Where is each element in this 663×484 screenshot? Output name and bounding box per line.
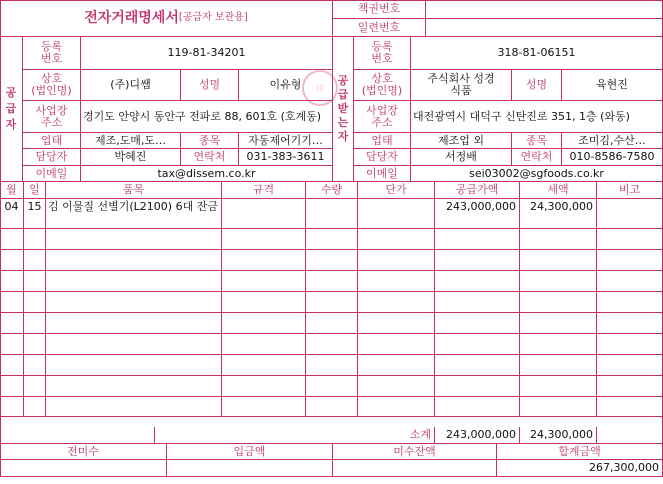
item-cell-note bbox=[597, 271, 663, 292]
supplier-side-char: 공 bbox=[5, 86, 17, 99]
item-cell-unit-price bbox=[358, 376, 435, 397]
item-cell-qty bbox=[306, 313, 358, 334]
item-cell-qty bbox=[306, 334, 358, 355]
item-cell-tax bbox=[520, 376, 597, 397]
total-label: 합계금액 bbox=[497, 444, 663, 460]
supplier-phone: 031-383-3611 bbox=[239, 149, 333, 166]
item-cell-supply bbox=[435, 271, 520, 292]
receiver-side-char: 급 bbox=[337, 88, 349, 101]
item-cell-spec bbox=[222, 313, 306, 334]
item-cell-supply bbox=[435, 334, 520, 355]
item-cell-month bbox=[0, 334, 24, 355]
col-spec-header: 규격 bbox=[222, 182, 306, 199]
item-cell-qty bbox=[306, 376, 358, 397]
item-cell-note bbox=[597, 334, 663, 355]
receiver-email-label: 이메일 bbox=[354, 166, 411, 182]
subtotal-note bbox=[597, 427, 663, 444]
supplier-addr-label: 사업장 주소 bbox=[23, 101, 81, 133]
title-text: 전자거래명세서 bbox=[84, 10, 179, 26]
item-cell-day: 15 bbox=[24, 199, 46, 229]
supplier-biz-item-label: 종목 bbox=[181, 133, 239, 149]
supplier-email-label: 이메일 bbox=[23, 166, 81, 182]
item-cell-day bbox=[24, 376, 46, 397]
book-no-label: 책권번호 bbox=[333, 0, 426, 19]
item-cell-item bbox=[46, 250, 222, 271]
item-cell-item bbox=[46, 271, 222, 292]
supplier-contact-label: 담당자 bbox=[23, 149, 81, 166]
col-qty-header: 수량 bbox=[306, 182, 358, 199]
item-cell-month bbox=[0, 397, 24, 417]
receiver-contact: 서정배 bbox=[411, 149, 512, 166]
item-cell-tax bbox=[520, 250, 597, 271]
prev-balance-value bbox=[0, 460, 167, 477]
item-cell-tax bbox=[520, 397, 597, 417]
item-cell-item bbox=[46, 334, 222, 355]
book-no-value bbox=[426, 0, 663, 19]
item-cell-item bbox=[46, 292, 222, 313]
receiver-phone: 010-8586-7580 bbox=[562, 149, 663, 166]
item-cell-month bbox=[0, 313, 24, 334]
item-cell-supply bbox=[435, 229, 520, 250]
item-cell-qty bbox=[306, 397, 358, 417]
item-cell-tax bbox=[520, 292, 597, 313]
item-cell-spec bbox=[222, 250, 306, 271]
subtotal-supply: 243,000,000 bbox=[435, 427, 520, 444]
item-cell-note bbox=[597, 229, 663, 250]
prev-balance-label: 전미수 bbox=[0, 444, 167, 460]
unpaid-value bbox=[333, 460, 497, 477]
item-cell-item bbox=[46, 355, 222, 376]
item-cell-note bbox=[597, 376, 663, 397]
col-item-header: 품목 bbox=[46, 182, 222, 199]
item-cell-qty bbox=[306, 250, 358, 271]
supplier-side-char: 급 bbox=[5, 102, 17, 115]
supplier-contact: 박혜진 bbox=[81, 149, 181, 166]
item-cell-day bbox=[24, 229, 46, 250]
receiver-phone-label: 연락처 bbox=[512, 149, 562, 166]
col-day-header: 일 bbox=[24, 182, 46, 199]
supplier-biz-item: 자동제어기기… bbox=[239, 133, 333, 149]
item-cell-note bbox=[597, 292, 663, 313]
seal-stamp: 印 bbox=[302, 70, 338, 106]
item-cell-day bbox=[24, 292, 46, 313]
item-cell-month bbox=[0, 292, 24, 313]
item-cell-unit-price bbox=[358, 334, 435, 355]
item-cell-day bbox=[24, 397, 46, 417]
item-cell-spec bbox=[222, 376, 306, 397]
receiver-side-char: 받 bbox=[337, 102, 349, 115]
receiver-biz-item-label: 종목 bbox=[512, 133, 562, 149]
receiver-rep-label: 성명 bbox=[512, 70, 562, 101]
item-cell-unit-price bbox=[358, 229, 435, 250]
item-cell-day bbox=[24, 271, 46, 292]
supplier-reg-no-label: 등록 번호 bbox=[23, 37, 81, 70]
receiver-biz-type-label: 업태 bbox=[354, 133, 411, 149]
item-cell-spec bbox=[222, 397, 306, 417]
receiver-reg-no: 318-81-06151 bbox=[411, 37, 663, 70]
item-cell-tax bbox=[520, 334, 597, 355]
col-supply-header: 공급가액 bbox=[435, 182, 520, 199]
item-cell-spec bbox=[222, 271, 306, 292]
item-cell-note bbox=[597, 355, 663, 376]
receiver-side-char: 공 bbox=[337, 74, 349, 87]
item-cell-item bbox=[46, 229, 222, 250]
item-cell-spec bbox=[222, 355, 306, 376]
item-cell-spec bbox=[222, 199, 306, 229]
item-cell-unit-price bbox=[358, 313, 435, 334]
item-cell-qty bbox=[306, 271, 358, 292]
subtotal-blank-left bbox=[0, 427, 155, 444]
item-cell-note bbox=[597, 397, 663, 417]
item-cell-tax bbox=[520, 271, 597, 292]
receiver-reg-no-label: 등록 번호 bbox=[354, 37, 411, 70]
receiver-name-label: 상호 (법인명) bbox=[354, 70, 411, 101]
item-cell-item bbox=[46, 397, 222, 417]
item-cell-month bbox=[0, 355, 24, 376]
item-cell-qty bbox=[306, 229, 358, 250]
item-cell-tax bbox=[520, 355, 597, 376]
item-cell-item bbox=[46, 313, 222, 334]
receiver-biz-item: 조미김,수산… bbox=[562, 133, 663, 149]
receiver-biz-type: 제조업 외 bbox=[411, 133, 512, 149]
item-cell-item: 김 이물질 선별기(L2100) 6대 잔금 bbox=[46, 199, 222, 229]
receiver-email: sei03002@sgfoods.co.kr bbox=[411, 166, 663, 182]
receiver-side-char: 는 bbox=[337, 116, 349, 129]
document-title bbox=[0, 0, 333, 37]
item-cell-note bbox=[597, 313, 663, 334]
supplier-name-label: 상호 (법인명) bbox=[23, 70, 81, 101]
item-cell-supply bbox=[435, 355, 520, 376]
col-tax-header: 세액 bbox=[520, 182, 597, 199]
item-cell-supply: 243,000,000 bbox=[435, 199, 520, 229]
item-cell-spec bbox=[222, 229, 306, 250]
col-month-header: 월 bbox=[0, 182, 24, 199]
item-cell-month bbox=[0, 250, 24, 271]
item-cell-supply bbox=[435, 397, 520, 417]
item-cell-spec bbox=[222, 334, 306, 355]
receiver-side-char: 자 bbox=[337, 130, 349, 143]
supplier-email: tax@dissem.co.kr bbox=[81, 166, 333, 182]
col-unit-price-header: 단가 bbox=[358, 182, 435, 199]
supplier-rep-label: 성명 bbox=[181, 70, 239, 101]
item-cell-tax bbox=[520, 229, 597, 250]
supplier-side-char: 자 bbox=[5, 118, 17, 131]
col-note-header: 비고 bbox=[597, 182, 663, 199]
supplier-biz-type-label: 업태 bbox=[23, 133, 81, 149]
item-cell-unit-price bbox=[358, 271, 435, 292]
item-cell-supply bbox=[435, 250, 520, 271]
item-cell-unit-price bbox=[358, 199, 435, 229]
supplier-addr: 경기도 안양시 동안구 전파로 88, 601호 (호계동) bbox=[81, 101, 333, 133]
unpaid-label: 미수잔액 bbox=[333, 444, 497, 460]
item-cell-day bbox=[24, 355, 46, 376]
item-cell-spec bbox=[222, 292, 306, 313]
receiver-side-label bbox=[333, 37, 354, 182]
receiver-rep: 육현진 bbox=[562, 70, 663, 101]
serial-no-label: 일련번호 bbox=[333, 19, 426, 37]
receiver-addr-label: 사업장 주소 bbox=[354, 101, 411, 133]
supplier-rep: 이유형 bbox=[239, 70, 333, 101]
receiver-contact-label: 담당자 bbox=[354, 149, 411, 166]
item-cell-qty bbox=[306, 355, 358, 376]
item-cell-unit-price bbox=[358, 292, 435, 313]
item-cell-qty bbox=[306, 199, 358, 229]
supplier-biz-type: 제조,도매,도… bbox=[81, 133, 181, 149]
supplier-name: (주)디쌤 bbox=[81, 70, 181, 101]
item-cell-supply bbox=[435, 313, 520, 334]
supplier-phone-label: 연락처 bbox=[181, 149, 239, 166]
paid-value bbox=[167, 460, 333, 477]
title-subtitle: [공급자 보관용] bbox=[178, 12, 248, 23]
item-cell-note bbox=[597, 199, 663, 229]
item-cell-supply bbox=[435, 292, 520, 313]
subtotal-label: 소계 bbox=[155, 427, 435, 444]
item-cell-day bbox=[24, 250, 46, 271]
subtotal-tax: 24,300,000 bbox=[520, 427, 597, 444]
item-cell-tax: 24,300,000 bbox=[520, 199, 597, 229]
item-cell-month: 04 bbox=[0, 199, 24, 229]
item-cell-tax bbox=[520, 313, 597, 334]
supplier-reg-no: 119-81-34201 bbox=[81, 37, 333, 70]
paid-label: 입금액 bbox=[167, 444, 333, 460]
item-cell-note bbox=[597, 250, 663, 271]
item-cell-month bbox=[0, 271, 24, 292]
total-value: 267,300,000 bbox=[497, 460, 663, 477]
item-cell-qty bbox=[306, 292, 358, 313]
item-cell-day bbox=[24, 334, 46, 355]
item-cell-item bbox=[46, 376, 222, 397]
item-cell-month bbox=[0, 229, 24, 250]
receiver-addr: 대전광역시 대덕구 신탄진로 351, 1층 (와동) bbox=[411, 101, 663, 133]
supplier-side-label bbox=[0, 37, 23, 182]
serial-no-value bbox=[426, 19, 663, 37]
item-cell-unit-price bbox=[358, 397, 435, 417]
item-cell-day bbox=[24, 313, 46, 334]
item-cell-month bbox=[0, 376, 24, 397]
item-cell-unit-price bbox=[358, 355, 435, 376]
item-cell-supply bbox=[435, 376, 520, 397]
item-cell-unit-price bbox=[358, 250, 435, 271]
receiver-name: 주식회사 성경 식품 bbox=[411, 70, 512, 101]
